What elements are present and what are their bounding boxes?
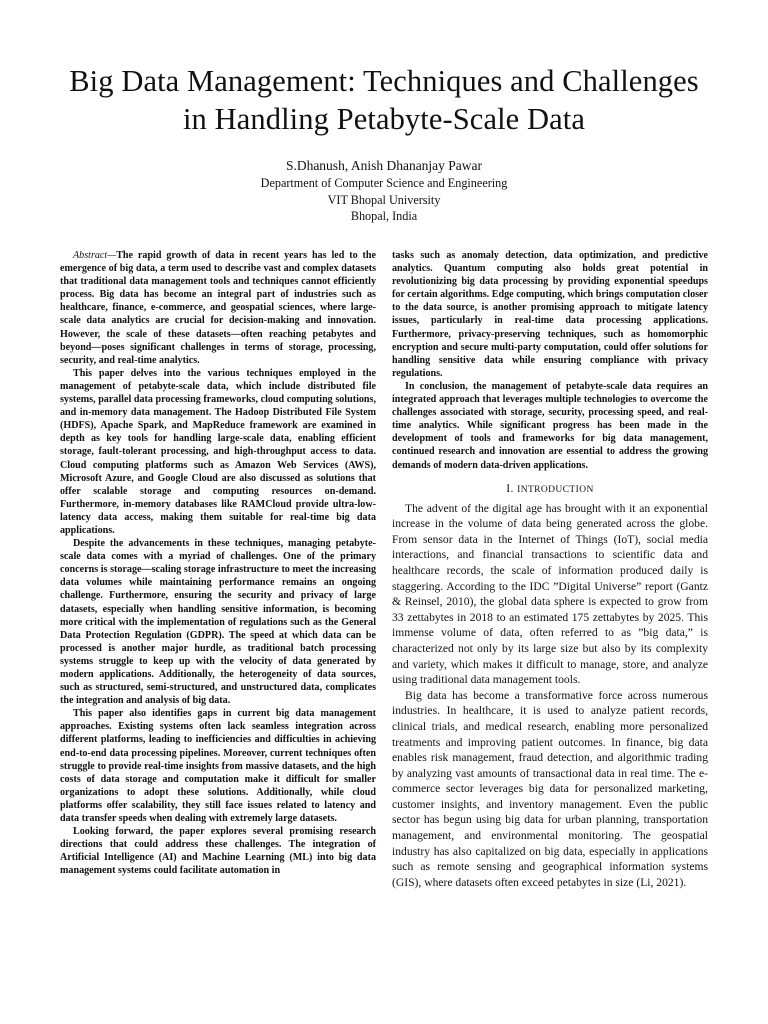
two-column-body bbox=[60, 249, 708, 890]
section-number: I. bbox=[506, 481, 514, 495]
authors: S.Dhanush, Anish Dhananjay Pawar bbox=[285, 158, 483, 173]
affiliation-location: Bhopal, India bbox=[350, 209, 418, 223]
abstract bbox=[60, 249, 376, 878]
section-heading-introduction bbox=[392, 482, 708, 495]
title-line-2: in Handling Petabyte-Scale Data bbox=[182, 102, 585, 136]
abstract-continued bbox=[392, 249, 708, 472]
abstract-paragraph: tasks such as anomaly detection, data optimization, and predictive analytics. Quantum computing also holds great potential in revolutionizing big data processing by providing exponential speedups for certain algorithms. Edge computing, which brings computation closer to the data source, is another promising approach to mitigate latency issues, particularly in real-time data processing applications. Furthermore, privacy-preserving techniques, such as homomorphic encryption and secure multi-party computation, could offer solutions for handling sensitive data while ensuring compliance with privacy regulations. bbox=[392, 250, 708, 379]
abstract-label: Abstract bbox=[73, 250, 108, 261]
introduction-body bbox=[392, 501, 708, 891]
abstract-paragraph: This paper delves into the various techniques employed in the management of petabyte-scale data, which include distributed file systems, parallel data processing frameworks, cloud computing solutions, and in-memory data management. The Hadoop Distributed File System (HDFS), Apache Spark, and MapReduce framework are examined in depth as key tools for handling large-scale data, enabling efficient storage, fault-tolerant processing, and high-throughput access to data. Cloud computing platforms such as Amazon Web Services (AWS), Microsoft Azure, and Google Cloud are also discussed as solutions that offer scalable storage and computing resources on-demand. Furthermore, in-memory databases like RAMCloud provide ultra-low-latency data access, making them suitable for real-time big data applications. bbox=[60, 367, 376, 536]
paper-title bbox=[40, 62, 728, 138]
abstract-dash: — bbox=[107, 250, 117, 261]
abstract-paragraph: In conclusion, the management of petabyte-scale data requires an integrated approach that leverages multiple technologies to overcome the challenges associated with storage, security, processing speed, and real-time analytics. While significant progress has been made in the development of tools and frameworks for big data management, continued research and innovation are essential to address the growing demands of modern data-driven applications. bbox=[392, 380, 708, 471]
abstract-paragraph: Despite the advancements in these techniques, managing petabyte-scale data comes with a myriad of challenges. One of the primary concerns is storage—scaling storage infrastructure to meet the increasing data volumes while maintaining performance remains an ongoing challenge. Furthermore, ensuring the security and privacy of large datasets, especially when handling sensitive information, is becoming more critical with the implementation of regulations such as the General Data Protection Regulation (GDPR). The speed at which data can be processed is another major hurdle, as traditional batch processing systems struggle to keep up with the velocity of data generated by modern applications. Additionally, the heterogeneity of data sources, such as structured, semi-structured, and unstructured data, complicates the integration and analysis of big data. bbox=[60, 538, 376, 707]
left-column bbox=[60, 249, 376, 890]
abstract-text: The rapid growth of data in recent years has led to the emergence of big data, a term used to describe vast and complex datasets that traditional data management tools and techniques cannot efficiently process. Big data has become an integral part of industries such as healthcare, finance, e-commerce, and geospatial sciences, where large-scale data analytics are crucial for decision-making and innovation. However, the scale of these datasets—often reaching petabytes and beyond—poses significant challenges in terms of storage, processing, security, and real-time analytics. bbox=[60, 250, 376, 366]
abstract-paragraph: This paper also identifies gaps in current big data management approaches. Existing systems often lack seamless integration across different platforms, leading to inefficiencies and difficulties in achieving end-to-end data processing pipelines. Moreover, current techniques often struggle to provide real-time insights from massive datasets, and the high costs of data storage and computation make it difficult for smaller organizations to adopt these solutions. Additionally, while cloud platforms offer scalability, they still face issues related to latency and data transfer speeds when dealing with extremely large datasets. bbox=[60, 708, 376, 825]
right-column bbox=[392, 249, 708, 890]
abstract-paragraph bbox=[60, 249, 376, 367]
body-paragraph: The advent of the digital age has brought with it an exponential increase in the volume of data being generated across the globe. From sensor data in the Internet of Things (IoT), social media interactions, and financial transactions to scientific data and healthcare records, the scale of information produced daily is staggering. According to the IDC ”Digital Universe” report (Gantz & Reinsel, 2010), the global data sphere is expected to grow from 33 zettabytes in 2018 to an estimated 175 zettabytes by 2025. This immense volume of data, often referred to as ”big data,” is characterized not only by its large size but also by its complexity and variety, which makes it difficult to manage, store, and analyze using traditional data management tools. bbox=[392, 501, 708, 687]
affiliation-university: VIT Bhopal University bbox=[327, 192, 441, 207]
affiliation-department: Department of Computer Science and Engineering bbox=[260, 176, 508, 190]
body-paragraph: Big data has become a transformative force across numerous industries. In healthcare, it is used to analyze patient records, clinical trials, and medical research, enabling more personalized treatments and improving patient outcomes. In finance, big data enables risk management, fraud detection, and algorithmic trading by analyzing vast amounts of transactional data in real time. The e-commerce sector leverages big data for personalized marketing, customer insights, and inventory management. Even the public sector has begun using big data for urban planning, transportation management, and environmental monitoring. The geospatial industry has also capitalized on big data, especially in applications such as remote sensing and geographical information systems (GIS), where datasets often exceed petabytes in size (Li, 2021). bbox=[392, 688, 708, 889]
title-line-1: Big Data Management: Techniques and Challenges bbox=[69, 64, 699, 98]
section-title: INTRODUCTION bbox=[517, 484, 594, 495]
title-block bbox=[40, 62, 728, 225]
abstract-paragraph: Looking forward, the paper explores several promising research directions that could address these challenges. The integration of Artificial Intelligence (AI) and Machine Learning (ML) into big data management systems could facilitate automation in bbox=[60, 826, 376, 877]
